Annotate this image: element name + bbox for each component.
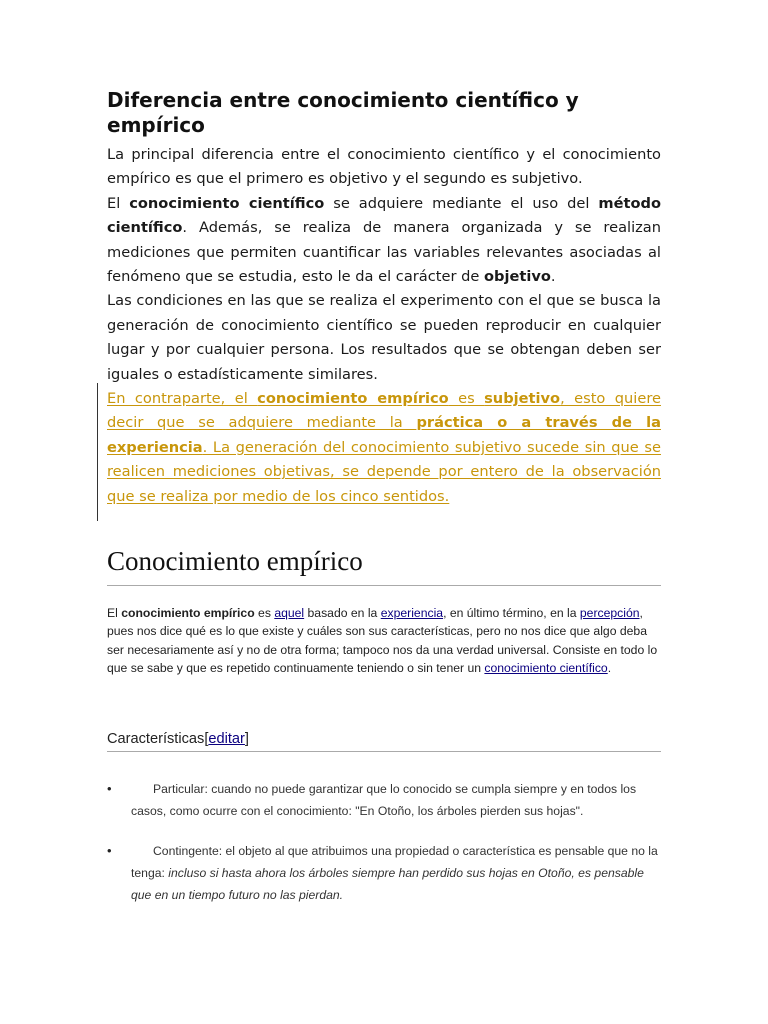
text-run: El	[107, 606, 122, 621]
intro-paragraph: La principal diferencia entre el conocimiento científico y el conocimiento empírico es que el primero es objetivo y el segundo es subjetivo.	[107, 146, 661, 188]
text-run: .	[550, 268, 556, 286]
section-heading: Conocimiento empírico	[107, 545, 661, 586]
conditions-paragraph: Las condiciones en las que se realiza el experimento con el que se busca la generación de conocimiento científico se pueden reproducir en cualquier lugar y por cualquier persona. Los resultados que se obtengan deben ser iguales o estadísticamente similares.	[107, 292, 661, 383]
list-item-italic: incluso si hasta ahora los árboles siempre han perdido sus hojas en Otoño, es pensable que en un tiempo futuro no las pierdan.	[131, 865, 644, 902]
bold-term: conocimiento empírico	[257, 390, 449, 408]
subsection-heading	[107, 729, 661, 752]
bold-term: conocimiento empírico	[121, 606, 255, 621]
edit-link[interactable]: editar	[208, 730, 245, 747]
text-run: En contraparte, el	[107, 390, 258, 408]
link-aquel[interactable]: aquel	[274, 606, 305, 621]
list-item	[107, 840, 661, 906]
text-run: es	[254, 606, 275, 621]
text-run: . La generación del conocimiento subjetivo sucede sin que se realicen mediciones objetivas, se depende por entero de la observación que se realiza por medio de los cinco sentidos.	[107, 438, 661, 505]
bold-term: objetivo	[483, 268, 551, 286]
list-item-text: Particular: cuando no puede garantizar que lo conocido se cumpla siempre y en todos los casos, como ocurre con el conocimiento: "En Otoño, los árboles pierden sus hojas".	[131, 781, 637, 818]
edit-bracket: [	[204, 730, 209, 747]
scientific-paragraph	[107, 192, 661, 290]
text-run: es	[448, 390, 485, 408]
bullet-icon: •	[107, 842, 112, 858]
revision-bar	[97, 383, 98, 521]
bullet-icon: •	[107, 780, 112, 796]
text-run: El	[107, 194, 130, 212]
link-conocimiento-cientifico[interactable]: conocimiento científico	[484, 660, 608, 675]
page-title: Diferencia entre conocimiento científico y empírico	[107, 88, 579, 137]
bold-term: conocimiento científico	[129, 194, 325, 212]
text-run: , en último término, en la	[443, 606, 580, 621]
list-item-text: Contingente: el objeto al que atribuimos una propiedad o característica es pensable que no la tenga:	[131, 843, 658, 880]
bold-term: método científico	[107, 194, 661, 237]
text-run: se adquiere mediante el uso del	[324, 194, 599, 212]
subsection-title: Características	[107, 730, 205, 747]
section-paragraph	[107, 604, 661, 677]
document-page	[107, 88, 661, 906]
bold-term: práctica o a través de la experiencia	[107, 414, 661, 456]
edit-bracket: ]	[244, 730, 249, 747]
text-run: basado en la	[304, 606, 381, 621]
tracked-change-paragraph	[107, 387, 661, 509]
link-experiencia[interactable]: experiencia	[380, 606, 444, 621]
bold-term: subjetivo	[484, 390, 561, 408]
link-percepcion[interactable]: percepción	[579, 606, 640, 621]
list-item	[107, 778, 661, 822]
text-run: , esto quiere decir que se adquiere mediante la	[107, 390, 661, 432]
text-run: . Además, se realiza de manera organizada y se realizan mediciones que permiten cuantificar las variables relevantes asociadas al fenómeno que se estudia, esto le da el carácter de	[107, 219, 661, 286]
text-run: , pues nos dice qué es lo que existe y cuáles son sus características, pero no nos dice que algo deba ser necesariamente así y no de otra forma; tampoco nos da una verdad universal. Consiste en todo lo que se sabe y que es repetido continuamente teniendo o sin tener un	[107, 606, 658, 675]
text-run: .	[607, 660, 612, 675]
